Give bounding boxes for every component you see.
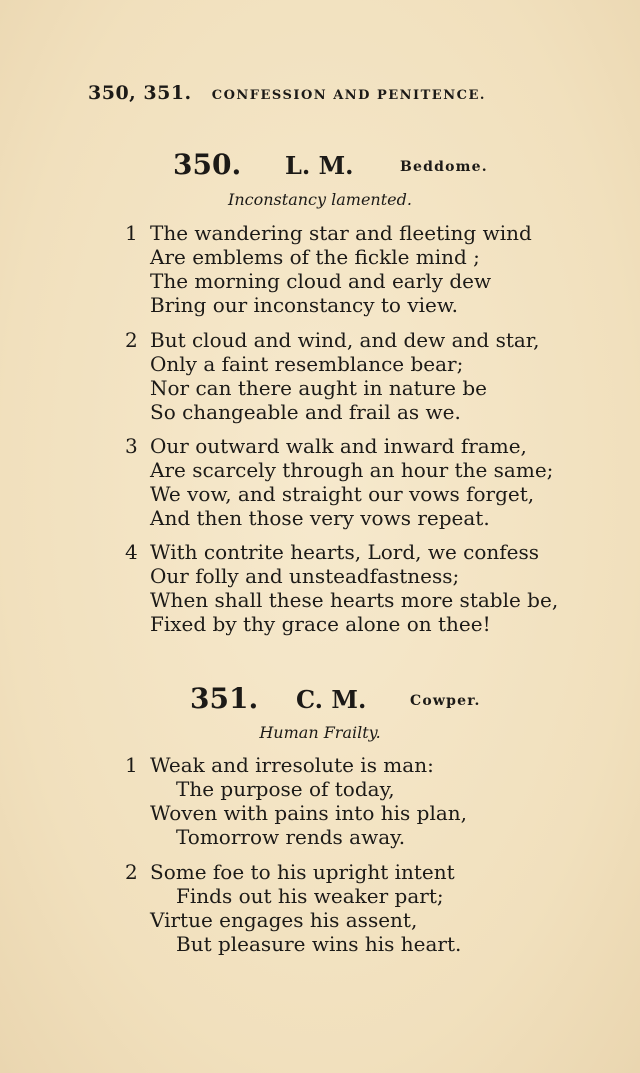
- verse-number: 2: [125, 860, 138, 884]
- verse-number: 2: [125, 328, 138, 352]
- verse-line: Are emblems of the fickle mind ;: [150, 245, 480, 269]
- hymn-meter: C. M.: [296, 685, 367, 714]
- verse-number: 3: [125, 434, 138, 458]
- hymn-meter: L. M.: [285, 151, 354, 180]
- hymn-author: Cowper.: [410, 693, 481, 709]
- verse-line: We vow, and straight our vows forget,: [150, 482, 535, 506]
- verse-line: Nor can there aught in nature be: [150, 376, 487, 400]
- hymn-author: Beddome.: [400, 159, 488, 175]
- verse-line: And then those very vows repeat.: [150, 506, 490, 530]
- verse-line: The morning cloud and early dew: [150, 269, 492, 293]
- hymn-subtitle: Inconstancy lamented.: [228, 190, 412, 209]
- verse-line: Some foe to his upright intent: [150, 860, 455, 884]
- running-head: [88, 82, 486, 104]
- verse-line: Are scarcely through an hour the same;: [150, 458, 554, 482]
- verse-line: Finds out his weaker part;: [176, 884, 444, 908]
- verse-number: 4: [125, 540, 138, 564]
- verse-line: Tomorrow rends away.: [176, 825, 406, 849]
- verse-line: Virtue engages his assent,: [150, 908, 418, 932]
- verse-number: 1: [125, 221, 138, 245]
- hymn-number: 350.: [173, 148, 242, 181]
- verse-line: So changeable and frail as we.: [150, 400, 461, 424]
- verse-line: The purpose of today,: [176, 777, 395, 801]
- verse-line: But pleasure wins his heart.: [176, 932, 462, 956]
- verse-line: Fixed by thy grace alone on thee!: [150, 612, 491, 636]
- verse-line: Bring our inconstancy to view.: [150, 293, 458, 317]
- verse-line: Our folly and unsteadfastness;: [150, 564, 460, 588]
- verse-line: Woven with pains into his plan,: [150, 801, 468, 825]
- hymn-subtitle: Human Frailty.: [259, 723, 381, 742]
- running-head-pages: 350, 351.: [88, 82, 192, 104]
- verse-line: Only a faint resemblance bear;: [150, 352, 464, 376]
- verse-line: But cloud and wind, and dew and star,: [150, 328, 540, 352]
- verse-line: Weak and irresolute is man:: [150, 753, 434, 777]
- verse-line: When shall these hearts more stable be,: [150, 588, 559, 612]
- verse-line: The wandering star and fleeting wind: [150, 221, 532, 245]
- verse-line: With contrite hearts, Lord, we confess: [150, 540, 540, 564]
- running-head-title: CONFESSION AND PENITENCE.: [211, 88, 486, 103]
- verse-number: 1: [125, 753, 138, 777]
- verse-line: Our outward walk and inward frame,: [150, 434, 527, 458]
- hymn-number: 351.: [190, 682, 259, 715]
